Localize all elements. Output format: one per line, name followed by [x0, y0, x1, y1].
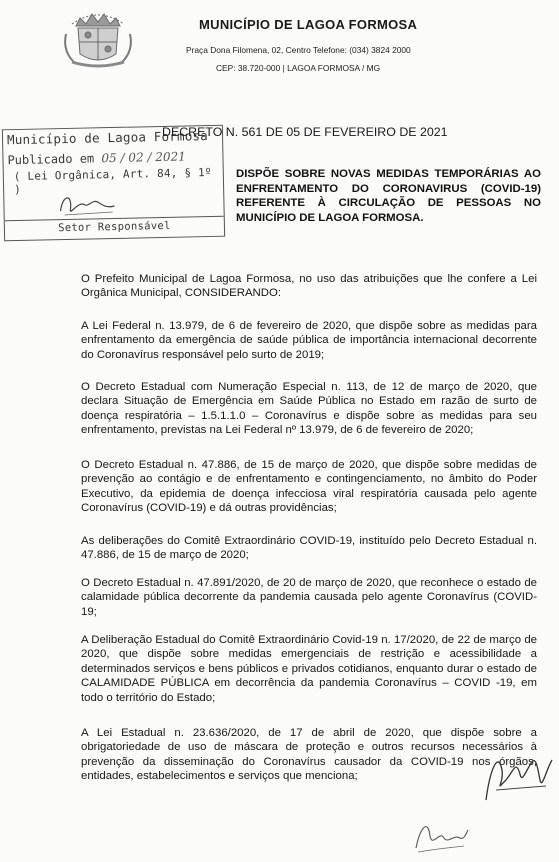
paragraph-considering-6: A Deliberação Estadual do Comitê Extraordinário Covid-19 n. 17/2020, de 22 de março de 2020, que dispõe sobre medidas emergenciais de restrição e acessibilidade a determinados serviços e bens públicos e privados cotidianos, enquanto durar o estado de CALAMIDADE PÚBLICA em decorrência da pandemia Coronavírus – COVID -19, em todo o território do Estado;: [81, 634, 537, 704]
stamp-municipality: Município de Lagoa Formosa: [6, 128, 209, 148]
paragraph-considering-2: O Decreto Estadual com Numeração Especial n. 113, de 12 de março de 2020, que declara Situação de Emergência em Saúde Pública no Estado em razão de surto de doença respiratória – 1.5.1.1.0 – Coronavírus e dispõe sobre as medidas para seu enfrentamento, previstas na Lei Federal nº 13.979, de 6 de fevereiro de 2020;: [81, 381, 537, 437]
address-line: Praça Dona Filomena, 02, Centro Telefone: (034) 3824 2000: [186, 45, 411, 55]
decree-summary: DISPÕE SOBRE NOVAS MEDIDAS TEMPORÁRIAS AO ENFRENTAMENTO DO CORONAVIRUS (COVID-19) REFERENTE À CIRCULAÇÃO DE PESSOAS NO MUNICÍPIO DE LAGOA FORMOSA.: [236, 168, 541, 224]
paragraph-considering-3: O Decreto Estadual n. 47.886, de 15 de março de 2020, que dispõe sobre medidas de prevenção ao contágio e de enfrentamento e contingenciamento, no âmbito do Poder Executivo, da epidemia de doença infecciosa viral respiratória causada pelo agente Coronavírus (COVID-19) e dá outras providências;: [81, 459, 537, 515]
stamp-law-reference: ( Lei Orgânica, Art. 84, § 1º ): [13, 165, 212, 197]
stamp-published-line: [7, 149, 186, 167]
paragraph-considering-5: O Decreto Estadual n. 47.891/2020, de 20 de março de 2020, que reconhece o estado de calamidade pública decorrente da pandemia causada pelo agente Coronavírus (COVID-19;: [81, 577, 537, 618]
handwritten-initials: [410, 808, 470, 858]
stamp-footer: Setor Responsável: [5, 216, 224, 236]
publication-stamp: [2, 125, 225, 242]
decree-title: DECRETO N. 561 DE 05 DE FEVEREIRO DE 2021: [162, 125, 448, 139]
stamp-signature: [54, 190, 125, 219]
stamp-published-date: 05 / 02 / 2021: [101, 149, 186, 166]
paragraph-intro: O Prefeito Municipal de Lagoa Formosa, no uso das atribuições que lhe confere a Lei Orgânica Municipal, CONSIDERANDO:: [81, 273, 537, 300]
handwritten-signature: [476, 740, 556, 815]
municipal-seal-logo: [58, 4, 138, 70]
paragraph-considering-4: As deliberações do Comitê Extraordinário COVID-19, instituído pelo Decreto Estadual n. 47.886, de 15 de março de 2020;: [81, 535, 537, 562]
municipality-title: MUNICÍPIO DE LAGOA FORMOSA: [199, 17, 418, 32]
paragraph-considering-1: A Lei Federal n. 13.979, de 6 de fevereiro de 2020, que dispõe sobre as medidas para enfrentamento da emergência de saúde pública de importância internacional decorrente do Coronavírus responsável pelo surto de 2019;: [81, 320, 537, 361]
paragraph-considering-7: A Lei Estadual n. 23.636/2020, de 17 de abril de 2020, que dispõe sobre a obrigatoriedade de uso de máscara de proteção e outros recursos necessários à prevenção da disseminação do Coronavírus causador da COVID-19 nos órgãos, entidades, estabelecimentos e serviços que menciona;: [81, 727, 537, 783]
stamp-published-label: Publicado em: [7, 151, 95, 168]
cep-line: CEP: 38.720-000 | LAGOA FORMOSA / MG: [216, 63, 381, 73]
